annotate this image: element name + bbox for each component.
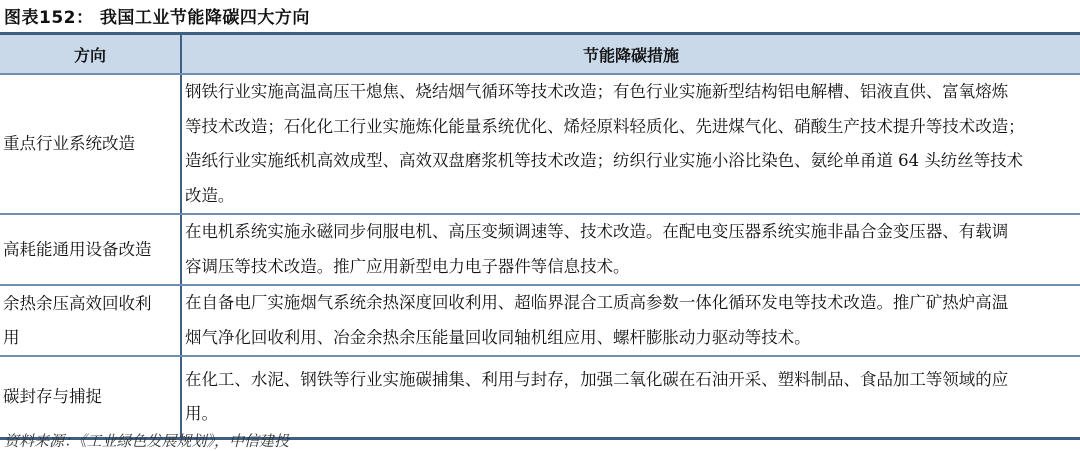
table-header-row [0,34,1080,75]
header-direction: 方向 [0,34,181,75]
measures-cell [181,214,1080,285]
source-note: 资料来源：《工业绿色发展规划》，中信建投 [4,432,290,450]
measures-line: 在化工、水泥、钢铁等行业实施碳捕集、利用与封存，加强二氧化碳在石油开采、塑料制品、食品加工等领域的应 [185,369,1009,389]
measures-line: 容调压等技术改造。推广应用新型电力电子器件等信息技术。 [185,256,630,276]
table-row [0,74,1080,214]
direction-cell [0,74,181,214]
header-measures: 节能降碳措施 [181,34,1080,75]
direction-cell [0,214,181,285]
measures-line: 烟气净化回收利用、冶金余热余压能量回收同轴机组应用、螺杆膨胀动力驱动等技术。 [185,327,811,347]
table-row [0,356,1080,439]
measures-cell [181,74,1080,214]
table-row [0,214,1080,285]
direction-line: 用 [3,327,20,347]
direction-cell [0,285,181,356]
measures-line: 在自备电厂实施烟气系统余热深度回收利用、超临界混合工质高参数一体化循环发电等技术改造。推广矿热炉高温 [185,293,1009,312]
measures-line: 钢铁行业实施高温高压干熄焦、烧结烟气循环等技术改造；有色行业实施新型结构铝电解槽、铝液直供、富氧熔炼 [185,82,1009,101]
measures-line: 用。 [185,404,218,423]
measures-line: 在电机系统实施永磁同步伺服电机、高压变频调速等、技术改造。在配电变压器系统实施非晶合金变压器、有载调 [185,222,1009,241]
measures-line: 等技术改造；石化化工行业实施炼化能量系统优化、烯烃原料轻质化、先进煤气化、硝酸生产技术提升等技术改造； [185,116,1025,136]
direction-line: 重点行业系统改造 [3,134,135,153]
direction-cell [0,356,181,439]
measures-line: 造纸行业实施纸机高效成型、高效双盘磨浆机等技术改造；纺织行业实施小浴比染色、氨纶单甬道 64 头纺丝等技术 [185,151,1024,170]
direction-line: 高耗能通用设备改造 [3,239,152,259]
direction-line: 碳封存与捕捉 [3,387,102,406]
measures-cell [181,356,1080,439]
figure-title: 图表152： 我国工业节能降碳四大方向 [4,8,310,28]
measures-line: 改造。 [185,185,235,205]
measures-cell [181,285,1080,356]
direction-line: 余热余压高效回收利 [3,293,152,313]
table-row [0,285,1080,356]
measures-table [0,32,1080,440]
